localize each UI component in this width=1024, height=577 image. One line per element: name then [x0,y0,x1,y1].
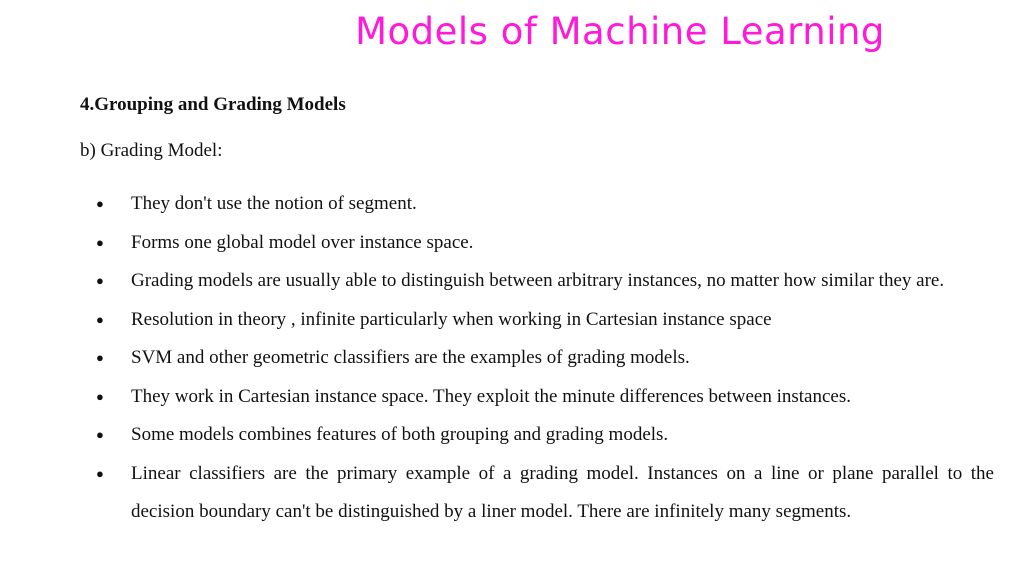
bullet-icon: ● [96,465,104,481]
list-item [96,378,994,417]
list-item [96,416,994,455]
bullet-icon: ● [96,196,104,211]
section-heading: 4.Grouping and Grading Models [80,94,346,115]
slide-title: Models of Machine Learning [355,10,885,53]
bullet-icon: ● [96,388,104,404]
bullet-icon: ● [96,311,104,327]
bullet-text: Some models combines features of both grouping and grading models. [131,424,669,445]
bullet-text: Linear classifiers are the primary example of a grading model. Instances on a line or plane parallel to the decision boundary can't be distinguished by a liner model. There are infinitely many segments. [131,462,994,522]
bullet-list [96,185,994,532]
bullet-icon: ● [96,273,104,288]
bullet-text: They work in Cartesian instance space. They exploit the minute differences between instances. [131,385,851,407]
bullet-text: SVM and other geometric classifiers are the examples of grading models. [131,347,690,368]
bullet-text: Resolution in theory , infinite particularly when working in Cartesian instance space [131,308,772,330]
bullet-text: They don't use the notion of segment. [131,193,417,214]
list-item [96,301,994,340]
list-item [96,339,994,378]
list-item [96,455,994,532]
list-item [96,262,994,301]
bullet-icon: ● [96,234,104,250]
bullet-text: Forms one global model over instance space. [131,231,474,253]
list-item [96,185,994,224]
list-item [96,224,994,263]
bullet-icon: ● [96,427,104,442]
sub-heading: b) Grading Model: [80,140,223,161]
bullet-text: Grading models are usually able to distinguish between arbitrary instances, no matter how similar they are. [131,270,945,291]
bullet-icon: ● [96,350,104,365]
